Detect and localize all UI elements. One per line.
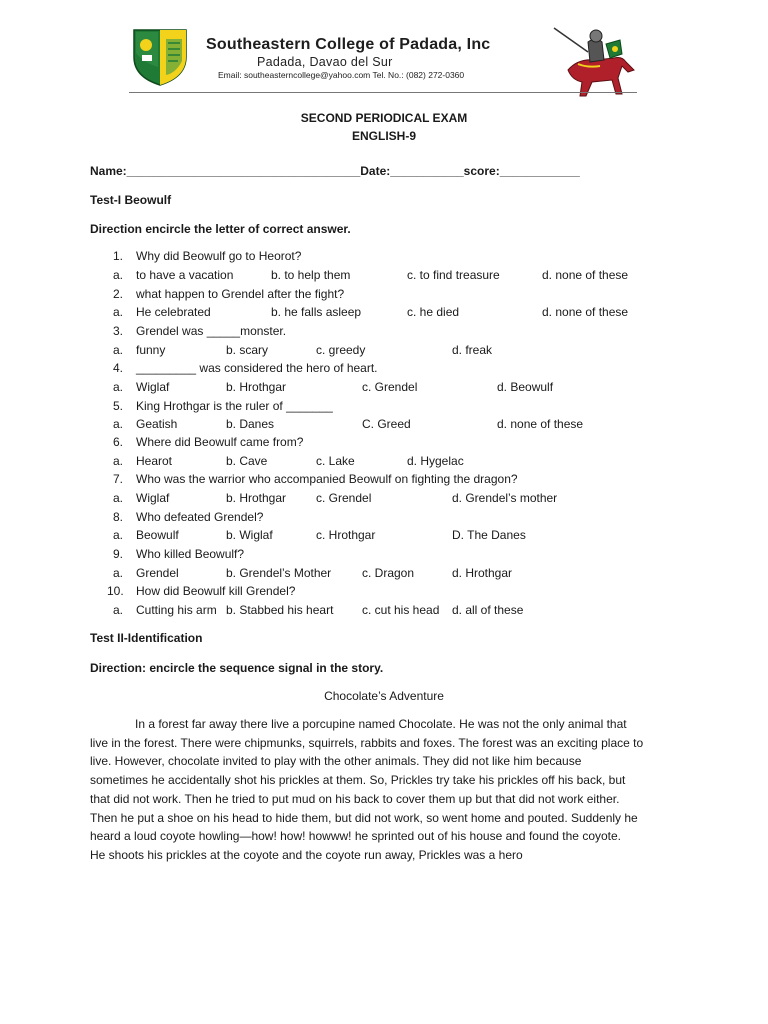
question-number: 3.: [113, 324, 124, 338]
question-number: 7.: [113, 472, 124, 486]
header-divider: [129, 92, 637, 93]
option-b: b. scary: [226, 343, 269, 357]
option-c: c. cut his head: [362, 603, 440, 617]
test2-direction: Direction: encircle the sequence signal in the story.: [90, 661, 384, 675]
option-a: Wiglaf: [136, 380, 170, 394]
question-number: 8.: [113, 510, 124, 524]
option-a: Grendel: [136, 566, 179, 580]
option-letter: a.: [113, 454, 124, 468]
college-name: Southeastern College of Padada, Inc: [206, 36, 491, 53]
option-c: c. Grendel: [316, 491, 372, 505]
college-address: Padada, Davao del Sur: [257, 55, 393, 69]
option-c: c. Lake: [316, 454, 355, 468]
option-c: c. greedy: [316, 343, 366, 357]
question-text: _________ was considered the hero of heart.: [136, 361, 378, 375]
option-b: b. Hrothgar: [226, 491, 287, 505]
option-b: b. Grendel’s Mother: [226, 566, 332, 580]
option-c: c. Hrothgar: [316, 528, 376, 542]
exam-subject: ENGLISH-9: [351, 129, 416, 143]
option-b: b. Wiglaf: [226, 528, 273, 542]
option-d: d. freak: [452, 343, 493, 357]
option-d: d. Beowulf: [497, 380, 554, 394]
question-text: King Hrothgar is the ruler of _______: [136, 399, 333, 413]
option-b: b. Stabbed his heart: [226, 603, 334, 617]
option-d: d. Hygelac: [407, 454, 464, 468]
passage-line: Then he put a shoe on his head to hide them, but did not work, so went home and pouted. Suddenly he: [90, 810, 638, 825]
option-a: Wiglaf: [136, 491, 170, 505]
test2-heading: Test II-Identification: [90, 631, 203, 645]
question-text: Why did Beowulf go to Heorot?: [136, 249, 302, 263]
question-text: Who was the warrior who accompanied Beowulf on fighting the dragon?: [136, 472, 518, 486]
option-c: C. Greed: [362, 417, 411, 431]
question-text: Who killed Beowulf?: [136, 547, 245, 561]
option-a: Hearot: [136, 454, 173, 468]
option-c: c. Grendel: [362, 380, 418, 394]
option-letter: a.: [113, 603, 124, 617]
passage-line: sometimes he accidentally shot his prickles at them. So, Prickles try take his prickles off his back, but: [90, 773, 626, 788]
question-number: 1.: [113, 249, 124, 263]
test1-heading: Test-I Beowulf: [90, 193, 172, 207]
question-text: Where did Beowulf came from?: [136, 435, 304, 449]
option-a: to have a vacation: [136, 268, 234, 282]
option-letter: a.: [113, 491, 124, 505]
option-letter: a.: [113, 528, 124, 542]
school-logo-icon: [130, 27, 190, 87]
option-letter: a.: [113, 417, 124, 431]
option-b: b. Cave: [226, 454, 268, 468]
option-d: d. none of these: [542, 305, 629, 319]
option-c: c. to find treasure: [407, 268, 500, 282]
question-number: 10.: [107, 584, 124, 598]
college-contact: Email: southeasterncollege@yahoo.com Tel. No.: (082) 272-0360: [218, 70, 465, 80]
option-b: b. to help them: [271, 268, 351, 282]
option-letter: a.: [113, 268, 124, 282]
option-letter: a.: [113, 566, 124, 580]
test1-direction: Direction encircle the letter of correct answer.: [90, 222, 351, 236]
passage-line: live in the forest. There were chipmunks, squirrels, rabbits and foxes. The forest was an exciting place to: [90, 735, 644, 750]
story-title: Chocolate’s Adventure: [324, 689, 444, 703]
name-date-score-line: Name:___________________________________Date:___________score:____________: [90, 164, 580, 178]
passage-line: heard a loud coyote howling—how! how! howww! he sprinted out of his house and found the coyote.: [90, 829, 622, 844]
passage-line: He shoots his prickles at the coyote and the coyote run away, Prickles was a hero: [90, 847, 523, 862]
option-d: d. Hrothgar: [452, 566, 513, 580]
passage-line: In a forest far away there live a porcupine named Chocolate. He was not the only animal that: [135, 717, 627, 731]
option-a: Geatish: [136, 417, 178, 431]
question-text: Who defeated Grendel?: [136, 510, 264, 524]
question-number: 9.: [113, 547, 124, 561]
exam-title: SECOND PERIODICAL EXAM: [300, 111, 468, 125]
question-text: what happen to Grendel after the fight?: [136, 287, 345, 301]
option-c: c. Dragon: [362, 566, 415, 580]
option-a: Cutting his arm: [136, 603, 217, 617]
question-number: 2.: [113, 287, 124, 301]
option-letter: a.: [113, 380, 124, 394]
question-number: 5.: [113, 399, 124, 413]
option-d: d. none of these: [542, 268, 629, 282]
option-c: c. he died: [407, 305, 460, 319]
question-number: 4.: [113, 361, 124, 375]
option-d: D. The Danes: [452, 528, 526, 542]
knight-mascot-icon: [548, 22, 640, 102]
option-d: d. all of these: [452, 603, 524, 617]
option-letter: a.: [113, 343, 124, 357]
question-text: How did Beowulf kill Grendel?: [136, 584, 296, 598]
passage-line: live. However, chocolate invited to play with the other animals. They did not like him because: [90, 754, 582, 769]
option-letter: a.: [113, 305, 124, 319]
option-a: Beowulf: [136, 528, 179, 542]
option-a: He celebrated: [136, 305, 211, 319]
story-passage: [90, 715, 680, 865]
passage-line: that did not work. Then he tried to put mud on his back to cover them up but that did not work either.: [90, 791, 620, 806]
option-a: funny: [136, 343, 166, 357]
option-b: b. he falls asleep: [271, 305, 362, 319]
option-d: d. none of these: [497, 417, 584, 431]
option-b: b. Hrothgar: [226, 380, 287, 394]
option-b: b. Danes: [226, 417, 275, 431]
option-d: d. Grendel’s mother: [452, 491, 558, 505]
question-number: 6.: [113, 435, 124, 449]
question-text: Grendel was _____monster.: [136, 324, 287, 338]
